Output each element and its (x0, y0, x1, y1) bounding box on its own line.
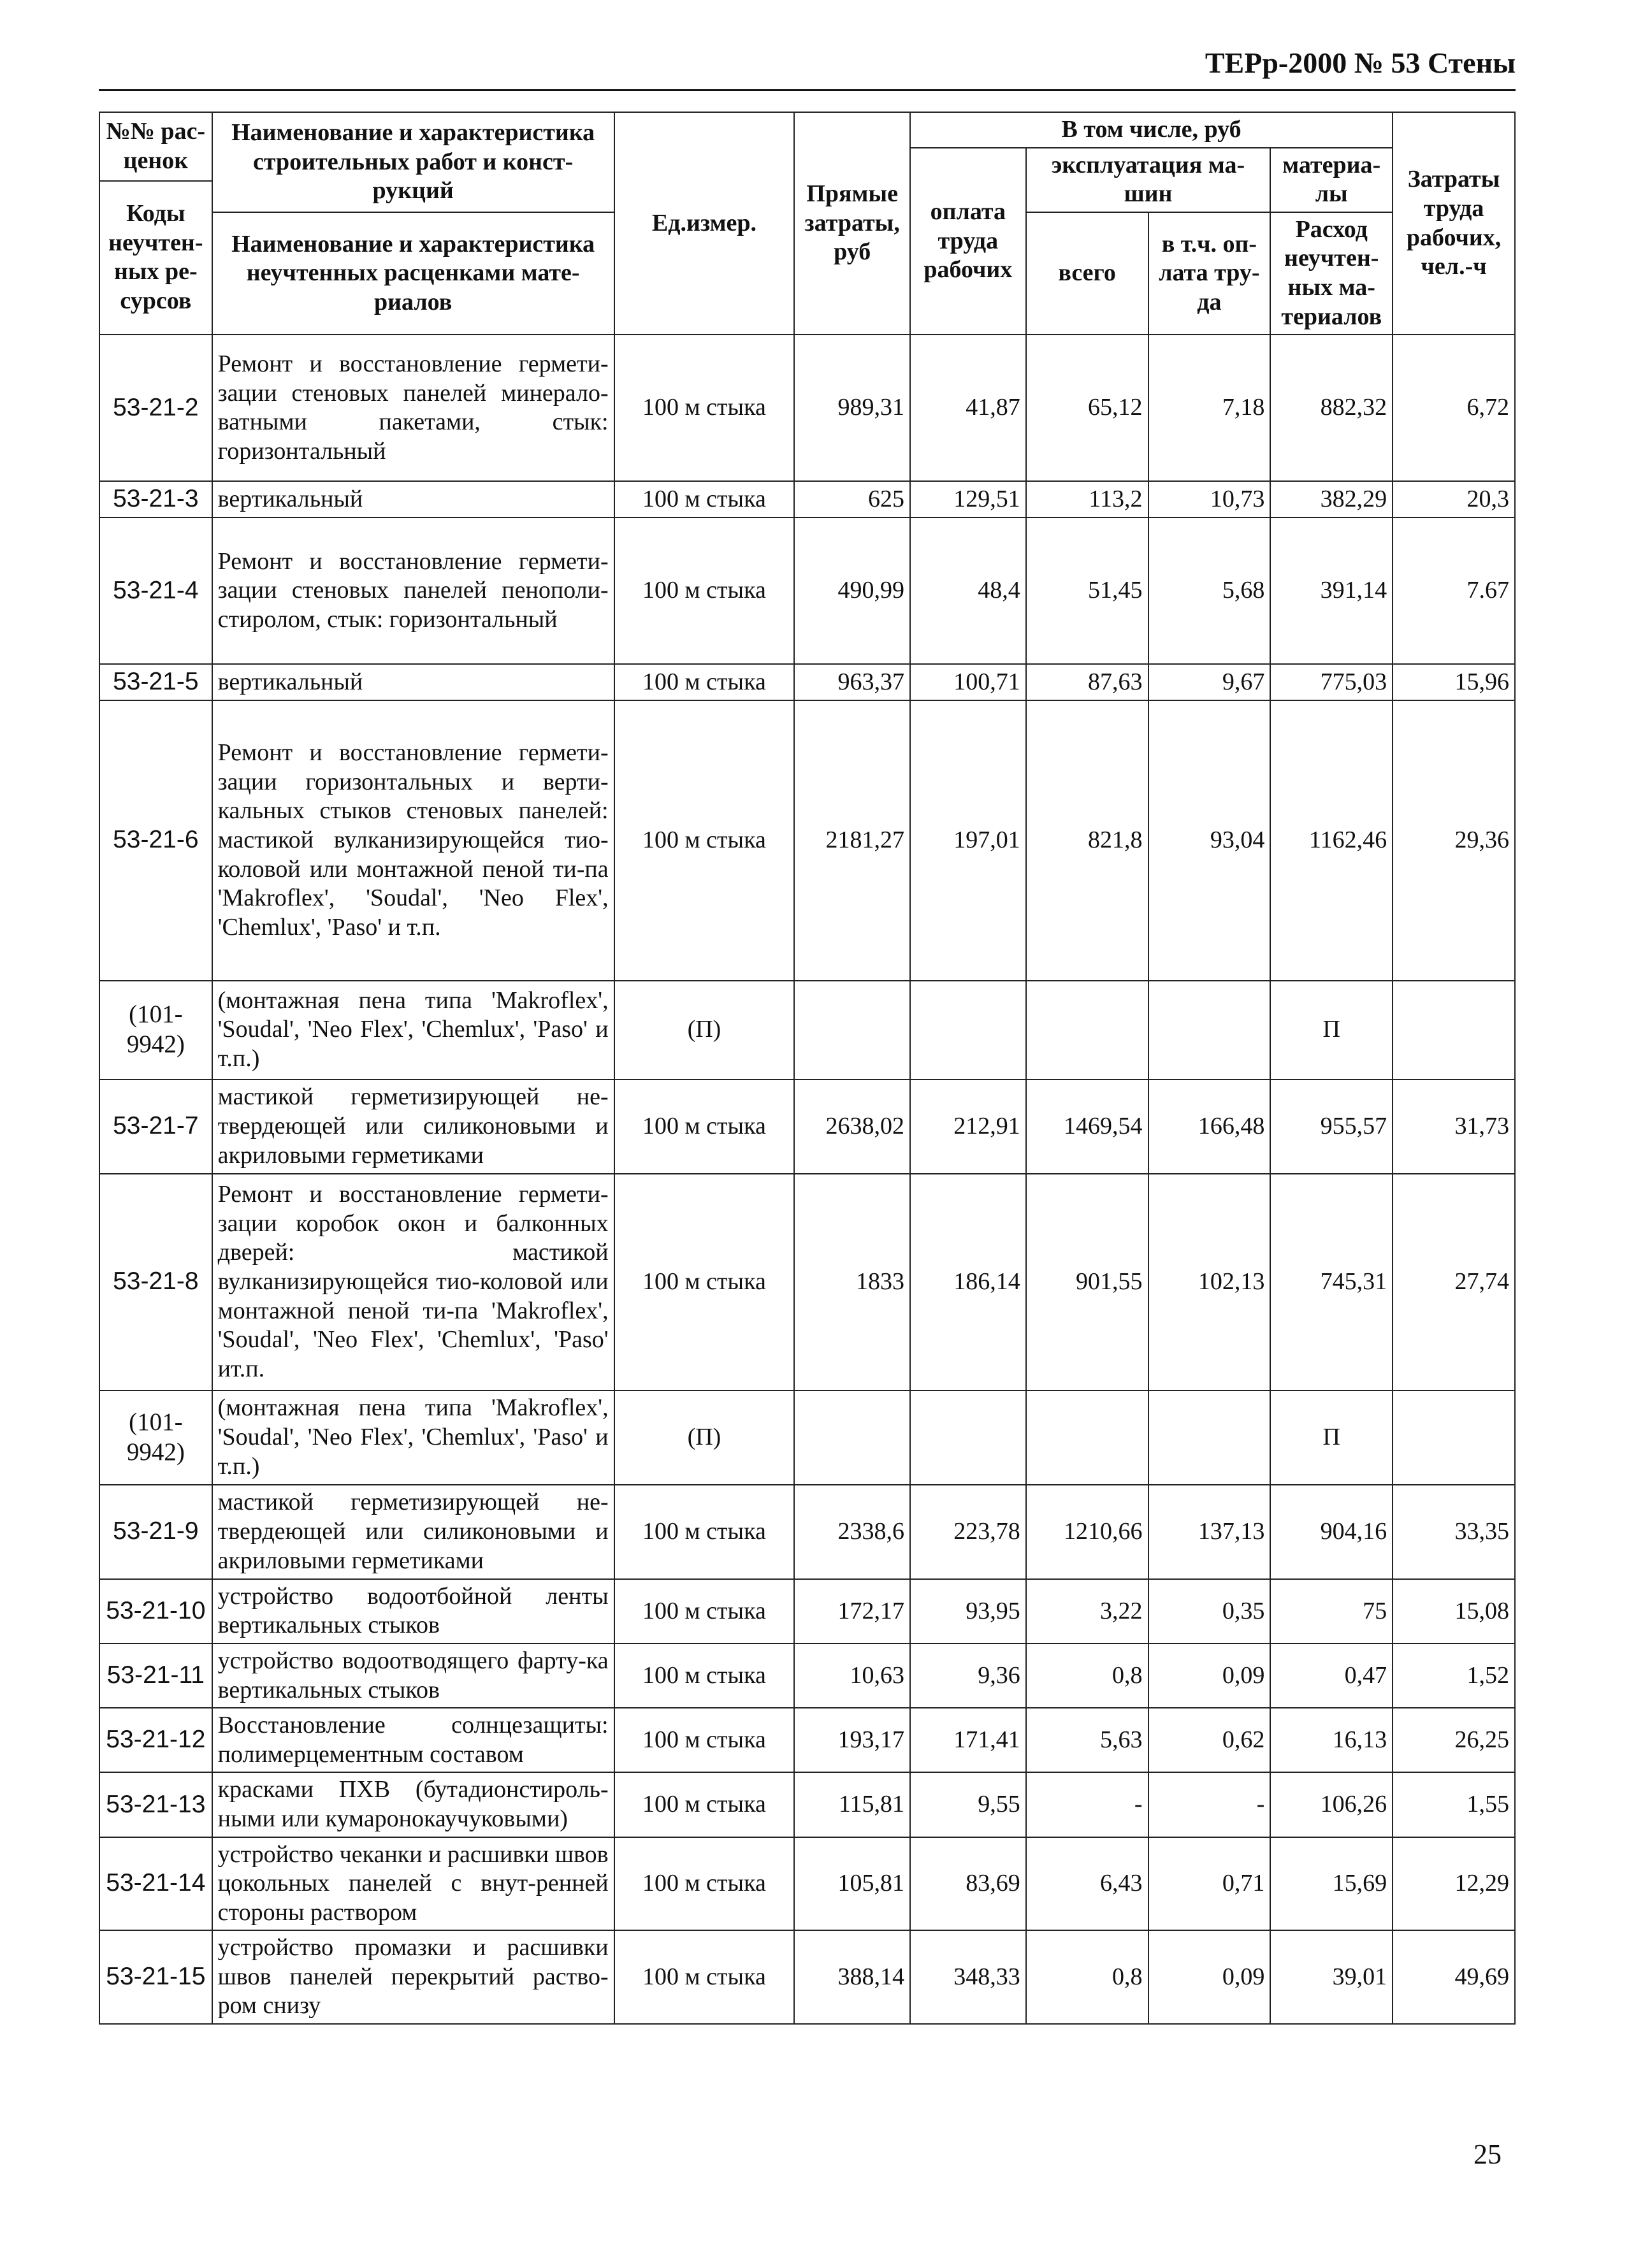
cell-name: Ремонт и восстановление гермети-зации горизонтальных и верти-кальных стыков стеновых панелей: мастикой вулканизирующейся тио-коловой или монтажной пеной ти-па 'Makroflex', 'Soudal', 'Neo Flex', 'Chemlux', 'Paso' и т.п. (212, 700, 614, 981)
header-machines-pay: в т.ч. оп-лата тру-да (1148, 212, 1271, 335)
table-row (99, 335, 1515, 481)
header-code-bottom: Коды неучтен-ных ре-сурсов (99, 181, 212, 335)
cell-code: 53-21-14 (99, 1837, 212, 1931)
cell-hours: 26,25 (1393, 1708, 1515, 1772)
cell-direct: 963,37 (794, 664, 910, 700)
cell-hours: 49,69 (1393, 1930, 1515, 2024)
cell-mach-pay: 93,04 (1148, 700, 1271, 981)
cell-mach-pay: 0,35 (1148, 1579, 1271, 1643)
cell-name: мастикой герметизирующей не-твердеющей или силиконовыми и акриловыми герметиками (212, 1485, 614, 1579)
table-row (99, 1837, 1515, 1931)
cell-mat: 16,13 (1270, 1708, 1393, 1772)
cell-mach-pay: 166,48 (1148, 1080, 1271, 1174)
cell-unit: 100 м стыка (614, 1174, 795, 1390)
cell-mach: 0,8 (1026, 1643, 1148, 1708)
cell-mat: 955,57 (1270, 1080, 1393, 1174)
cell-direct: 193,17 (794, 1708, 910, 1772)
cell-mach-pay: 7,18 (1148, 335, 1271, 481)
cell-mach-pay: 137,13 (1148, 1485, 1271, 1579)
cell-mat: 106,26 (1270, 1772, 1393, 1837)
cell-mach: 1469,54 (1026, 1080, 1148, 1174)
header-rule (99, 89, 1516, 91)
cell-unit: 100 м стыка (614, 1485, 795, 1579)
cell-mat: 39,01 (1270, 1930, 1393, 2024)
cell-hours: 1,52 (1393, 1643, 1515, 1708)
cell-direct: 10,63 (794, 1643, 910, 1708)
cell-hours: 33,35 (1393, 1485, 1515, 1579)
cell-name: (монтажная пена типа 'Makroflex', 'Soudal', 'Neo Flex', 'Chemlux', 'Paso' и т.п.) (212, 981, 614, 1080)
table-row (99, 1485, 1515, 1579)
cell-unit: 100 м стыка (614, 664, 795, 700)
cell-code: (101-9942) (99, 1390, 212, 1485)
cell-labor (910, 1390, 1026, 1485)
table-row (99, 1708, 1515, 1772)
cell-hours: 12,29 (1393, 1837, 1515, 1931)
cell-labor: 212,91 (910, 1080, 1026, 1174)
running-head: ТЕРр-2000 № 53 Стены (1205, 47, 1516, 79)
table-row (99, 517, 1515, 664)
cell-labor: 129,51 (910, 481, 1026, 517)
cell-mach-pay: 10,73 (1148, 481, 1271, 517)
cell-unit: 100 м стыка (614, 335, 795, 481)
cell-name: устройство водоотбойной ленты вертикальных стыков (212, 1579, 614, 1643)
cell-hours: 15,08 (1393, 1579, 1515, 1643)
cell-labor: 100,71 (910, 664, 1026, 700)
cell-mach: 1210,66 (1026, 1485, 1148, 1579)
table-row (99, 1643, 1515, 1708)
table-header (99, 112, 1515, 335)
cell-code: 53-21-8 (99, 1174, 212, 1390)
table-body (99, 335, 1515, 2024)
cell-mach: 901,55 (1026, 1174, 1148, 1390)
cell-name: Восстановление солнцезащиты: полимерцементным составом (212, 1708, 614, 1772)
cell-unit: 100 м стыка (614, 1643, 795, 1708)
cell-mach-pay (1148, 981, 1271, 1080)
cell-mach: 5,63 (1026, 1708, 1148, 1772)
cell-mach-pay: 0,62 (1148, 1708, 1271, 1772)
cell-direct: 2338,6 (794, 1485, 910, 1579)
cell-labor: 186,14 (910, 1174, 1026, 1390)
cell-mat: П (1270, 1390, 1393, 1485)
header-labor-hours: Затраты труда рабочих, чел.-ч (1393, 112, 1515, 335)
page-number: 25 (1473, 2139, 1502, 2170)
cell-direct: 172,17 (794, 1579, 910, 1643)
table-row (99, 1080, 1515, 1174)
cell-direct: 388,14 (794, 1930, 910, 2024)
cell-mach: 113,2 (1026, 481, 1148, 517)
cell-hours: 29,36 (1393, 700, 1515, 981)
cell-code: 53-21-4 (99, 517, 212, 664)
cell-mat: 1162,46 (1270, 700, 1393, 981)
cell-code: 53-21-7 (99, 1080, 212, 1174)
cell-unit: (П) (614, 981, 795, 1080)
table-row (99, 1579, 1515, 1643)
cell-mach: 3,22 (1026, 1579, 1148, 1643)
cell-labor: 41,87 (910, 335, 1026, 481)
cell-mach-pay: 0,09 (1148, 1643, 1271, 1708)
cell-mach-pay: 5,68 (1148, 517, 1271, 664)
cell-hours: 27,74 (1393, 1174, 1515, 1390)
header-including: В том числе, руб (910, 112, 1393, 148)
cell-mach-pay: - (1148, 1772, 1271, 1837)
cell-code: 53-21-3 (99, 481, 212, 517)
cell-name: вертикальный (212, 664, 614, 700)
cell-mach: 6,43 (1026, 1837, 1148, 1931)
cell-direct: 2181,27 (794, 700, 910, 981)
cell-code: 53-21-15 (99, 1930, 212, 2024)
cell-mach: 65,12 (1026, 335, 1148, 481)
rates-table (99, 112, 1516, 2025)
cell-code: 53-21-5 (99, 664, 212, 700)
cell-mach-pay: 102,13 (1148, 1174, 1271, 1390)
cell-hours: 20,3 (1393, 481, 1515, 517)
cell-name: Ремонт и восстановление гермети-зации стеновых панелей пенополи-стиролом, стык: горизонтальный (212, 517, 614, 664)
cell-code: 53-21-10 (99, 1579, 212, 1643)
table-row (99, 664, 1515, 700)
cell-direct: 490,99 (794, 517, 910, 664)
header-labor-pay: оплата труда рабочих (910, 148, 1026, 335)
header-name-bottom: Наименование и характеристика неучтенных расценками мате-риалов (212, 212, 614, 335)
cell-mach (1026, 1390, 1148, 1485)
header-direct-cost: Прямые затраты, руб (794, 112, 910, 335)
cell-mat: 775,03 (1270, 664, 1393, 700)
cell-code: 53-21-13 (99, 1772, 212, 1837)
cell-direct: 625 (794, 481, 910, 517)
cell-code: 53-21-12 (99, 1708, 212, 1772)
cell-mach: 87,63 (1026, 664, 1148, 700)
table-row (99, 981, 1515, 1080)
cell-code: (101-9942) (99, 981, 212, 1080)
table-row (99, 1174, 1515, 1390)
cell-direct: 1833 (794, 1174, 910, 1390)
table-row (99, 481, 1515, 517)
cell-mat: 904,16 (1270, 1485, 1393, 1579)
cell-name: вертикальный (212, 481, 614, 517)
cell-unit: 100 м стыка (614, 1708, 795, 1772)
cell-mach: - (1026, 1772, 1148, 1837)
cell-direct: 105,81 (794, 1837, 910, 1931)
cell-mach: 821,8 (1026, 700, 1148, 981)
cell-unit: 100 м стыка (614, 1579, 795, 1643)
cell-mat: 882,32 (1270, 335, 1393, 481)
cell-labor: 223,78 (910, 1485, 1026, 1579)
cell-code: 53-21-11 (99, 1643, 212, 1708)
cell-mat: 391,14 (1270, 517, 1393, 664)
cell-labor: 93,95 (910, 1579, 1026, 1643)
cell-hours: 7.67 (1393, 517, 1515, 664)
cell-mat: 745,31 (1270, 1174, 1393, 1390)
header-machines: эксплуатация ма-шин (1026, 148, 1271, 212)
table-row (99, 1772, 1515, 1837)
cell-name: устройство промазки и расшивки швов панелей перекрытий раство-ром снизу (212, 1930, 614, 2024)
cell-unit: 100 м стыка (614, 481, 795, 517)
cell-direct (794, 981, 910, 1080)
cell-hours: 31,73 (1393, 1080, 1515, 1174)
cell-mach (1026, 981, 1148, 1080)
cell-labor: 197,01 (910, 700, 1026, 981)
cell-mat: 382,29 (1270, 481, 1393, 517)
cell-name: Ремонт и восстановление гермети-зации коробок окон и балконных дверей: мастикой вулканизирующейся тио-коловой или монтажной пеной ти-па 'Makroflex', 'Soudal', 'Neo Flex', 'Chemlux', 'Paso' ит.п. (212, 1174, 614, 1390)
cell-hours: 15,96 (1393, 664, 1515, 700)
header-code-top: №№ рас-ценок (99, 112, 212, 181)
cell-code: 53-21-6 (99, 700, 212, 981)
cell-name: красками ПХВ (бутадионстироль-ными или кумаронокаучуковыми) (212, 1772, 614, 1837)
header-materials: материа-лы (1270, 148, 1393, 212)
cell-mach-pay: 0,09 (1148, 1930, 1271, 2024)
cell-mat: 15,69 (1270, 1837, 1393, 1931)
cell-mach-pay: 9,67 (1148, 664, 1271, 700)
cell-hours (1393, 981, 1515, 1080)
cell-mat: П (1270, 981, 1393, 1080)
cell-direct: 989,31 (794, 335, 910, 481)
cell-mach-pay: 0,71 (1148, 1837, 1271, 1931)
cell-unit: 100 м стыка (614, 1772, 795, 1837)
header-unit: Ед.измер. (614, 112, 795, 335)
cell-unit: 100 м стыка (614, 1837, 795, 1931)
cell-labor: 348,33 (910, 1930, 1026, 2024)
cell-labor: 9,55 (910, 1772, 1026, 1837)
cell-direct: 2638,02 (794, 1080, 910, 1174)
cell-unit: 100 м стыка (614, 1930, 795, 2024)
cell-mat: 75 (1270, 1579, 1393, 1643)
cell-unit: 100 м стыка (614, 1080, 795, 1174)
cell-name: устройство водоотводящего фарту-ка вертикальных стыков (212, 1643, 614, 1708)
cell-name: (монтажная пена типа 'Makroflex', 'Soudal', 'Neo Flex', 'Chemlux', 'Paso' и т.п.) (212, 1390, 614, 1485)
header-name-top: Наименование и характеристика строительных работ и конст-рукций (212, 112, 614, 212)
header-machines-total: всего (1026, 212, 1148, 335)
cell-unit: 100 м стыка (614, 700, 795, 981)
cell-labor: 83,69 (910, 1837, 1026, 1931)
table-row (99, 700, 1515, 981)
cell-mat: 0,47 (1270, 1643, 1393, 1708)
cell-name: мастикой герметизирующей не-твердеющей или силиконовыми и акриловыми герметиками (212, 1080, 614, 1174)
cell-hours: 6,72 (1393, 335, 1515, 481)
cell-name: устройство чеканки и расшивки швов цокольных панелей с внут-ренней стороны раствором (212, 1837, 614, 1931)
header-materials-extra: Расход неучтен-ных ма-териалов (1270, 212, 1393, 335)
cell-direct: 115,81 (794, 1772, 910, 1837)
cell-code: 53-21-9 (99, 1485, 212, 1579)
cell-mach: 51,45 (1026, 517, 1148, 664)
cell-hours: 1,55 (1393, 1772, 1515, 1837)
cell-unit: (П) (614, 1390, 795, 1485)
cell-unit: 100 м стыка (614, 517, 795, 664)
table-row (99, 1390, 1515, 1485)
cell-labor: 48,4 (910, 517, 1026, 664)
cell-mach: 0,8 (1026, 1930, 1148, 2024)
table-row (99, 1930, 1515, 2024)
cell-labor: 9,36 (910, 1643, 1026, 1708)
cell-mach-pay (1148, 1390, 1271, 1485)
cell-labor: 171,41 (910, 1708, 1026, 1772)
cell-hours (1393, 1390, 1515, 1485)
cell-name: Ремонт и восстановление гермети-зации стеновых панелей минерало-ватными пакетами, стык: горизонтальный (212, 335, 614, 481)
cell-direct (794, 1390, 910, 1485)
cell-code: 53-21-2 (99, 335, 212, 481)
cell-labor (910, 981, 1026, 1080)
